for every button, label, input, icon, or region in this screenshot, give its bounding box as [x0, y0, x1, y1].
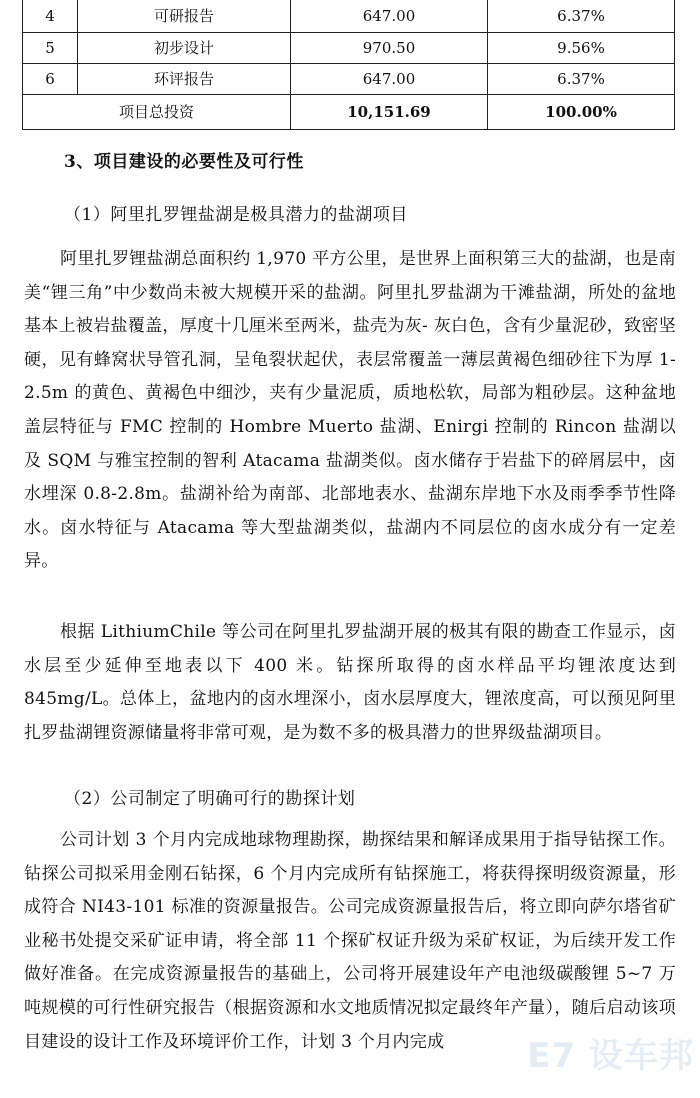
total-label: 项目总投资 [23, 95, 291, 130]
paragraph-salt-lake-description: 阿里扎罗锂盐湖总面积约 1,970 平方公里，是世界上面积第三大的盐湖，也是南美“锂三角”中少数尚未被大规模开采的盐湖。阿里扎罗盐湖为干滩盐湖，所处的盆地基本上被岩盐覆盖，厚度十几厘米至两米，盐壳为灰- 灰白色，含有少量泥砂，致密坚硬，见有蜂窝状导管孔洞，呈龟裂状起伏，表层常覆盖一薄层黄褐色细砂往下为厚 1-2.5m 的黄色、黄褐色中细沙，夹有少量泥质，质地松软，局部为粗砂层。这种盆地盖层特征与 FMC 控制的 Hombre Muerto 盐湖、Enirgi 控制的 Rincon 盐湖以及 SQM 与雅宝控制的智利 Atacama 盐湖类似。卤水储存于岩盐下的碎屑层中，卤水埋深 0.8-2.8m。盐湖补给为南部、北部地表水、盐湖东岸地下水及雨季季节性降水。卤水特征与 Atacama 等大型盐湖类似，盐湖内不同层位的卤水成分有一定差异。 [24, 249, 676, 572]
item-percent: 9.56% [488, 33, 675, 64]
row-number: 4 [23, 0, 78, 33]
item-percent: 6.37% [488, 64, 675, 95]
watermark-text: E7 设车邦 [527, 1036, 694, 1076]
item-name: 初步设计 [78, 33, 291, 64]
table-row [23, 64, 675, 95]
total-percent: 100.00% [488, 95, 675, 130]
item-amount: 647.00 [291, 0, 488, 33]
row-number: 5 [23, 33, 78, 64]
table-total-row [23, 95, 675, 130]
subsection-heading-1: （1）阿里扎罗锂盐湖是极具潜力的盐湖项目 [64, 205, 408, 225]
watermark-logo [489, 1028, 694, 1076]
item-amount: 647.00 [291, 64, 488, 95]
investment-table [22, 0, 675, 130]
item-name: 可研报告 [78, 0, 291, 33]
row-number: 6 [23, 64, 78, 95]
table-row [23, 33, 675, 64]
item-name: 环评报告 [78, 64, 291, 95]
table-row [23, 0, 675, 33]
paragraph-exploration-plan: 公司计划 3 个月内完成地球物理勘探，勘探结果和解译成果用于指导钻探工作。钻探公司拟采用金刚石钻探，6 个月内完成所有钻探施工，将获得探明级资源量，形成符合 NI43-101 标准的资源量报告。公司完成资源量报告后，将立即向萨尔塔省矿业秘书处提交采矿证申请，将全部 11 个探矿权证升级为采矿权证，为后续开发工作做好准备。在完成资源量报告的基础上，公司将开展建设年产电池级碳酸锂 5~7 万吨规模的可行性研究报告（根据资源和水文地质情况拟定最终年产量），随后启动该项目建设的设计工作及环境评价工作，计划 3 个月内完成 [24, 830, 676, 1052]
total-amount: 10,151.69 [291, 95, 488, 130]
subsection-heading-2: （2）公司制定了明确可行的勘探计划 [64, 789, 356, 809]
item-amount: 970.50 [291, 33, 488, 64]
paragraph-exploration-findings: 根据 LithiumChile 等公司在阿里扎罗盐湖开展的极其有限的勘查工作显示，卤水层至少延伸至地表以下 400 米。钻探所取得的卤水样品平均锂浓度达到 845mg/L。总体上，盆地内的卤水埋深小，卤水层厚度大，锂浓度高，可以预见阿里扎罗盐湖锂资源储量将非常可观，是为数不多的极具潜力的世界级盐湖项目。 [24, 622, 676, 743]
item-percent: 6.37% [488, 0, 675, 33]
section-heading: 3、项目建设的必要性及可行性 [64, 152, 304, 172]
